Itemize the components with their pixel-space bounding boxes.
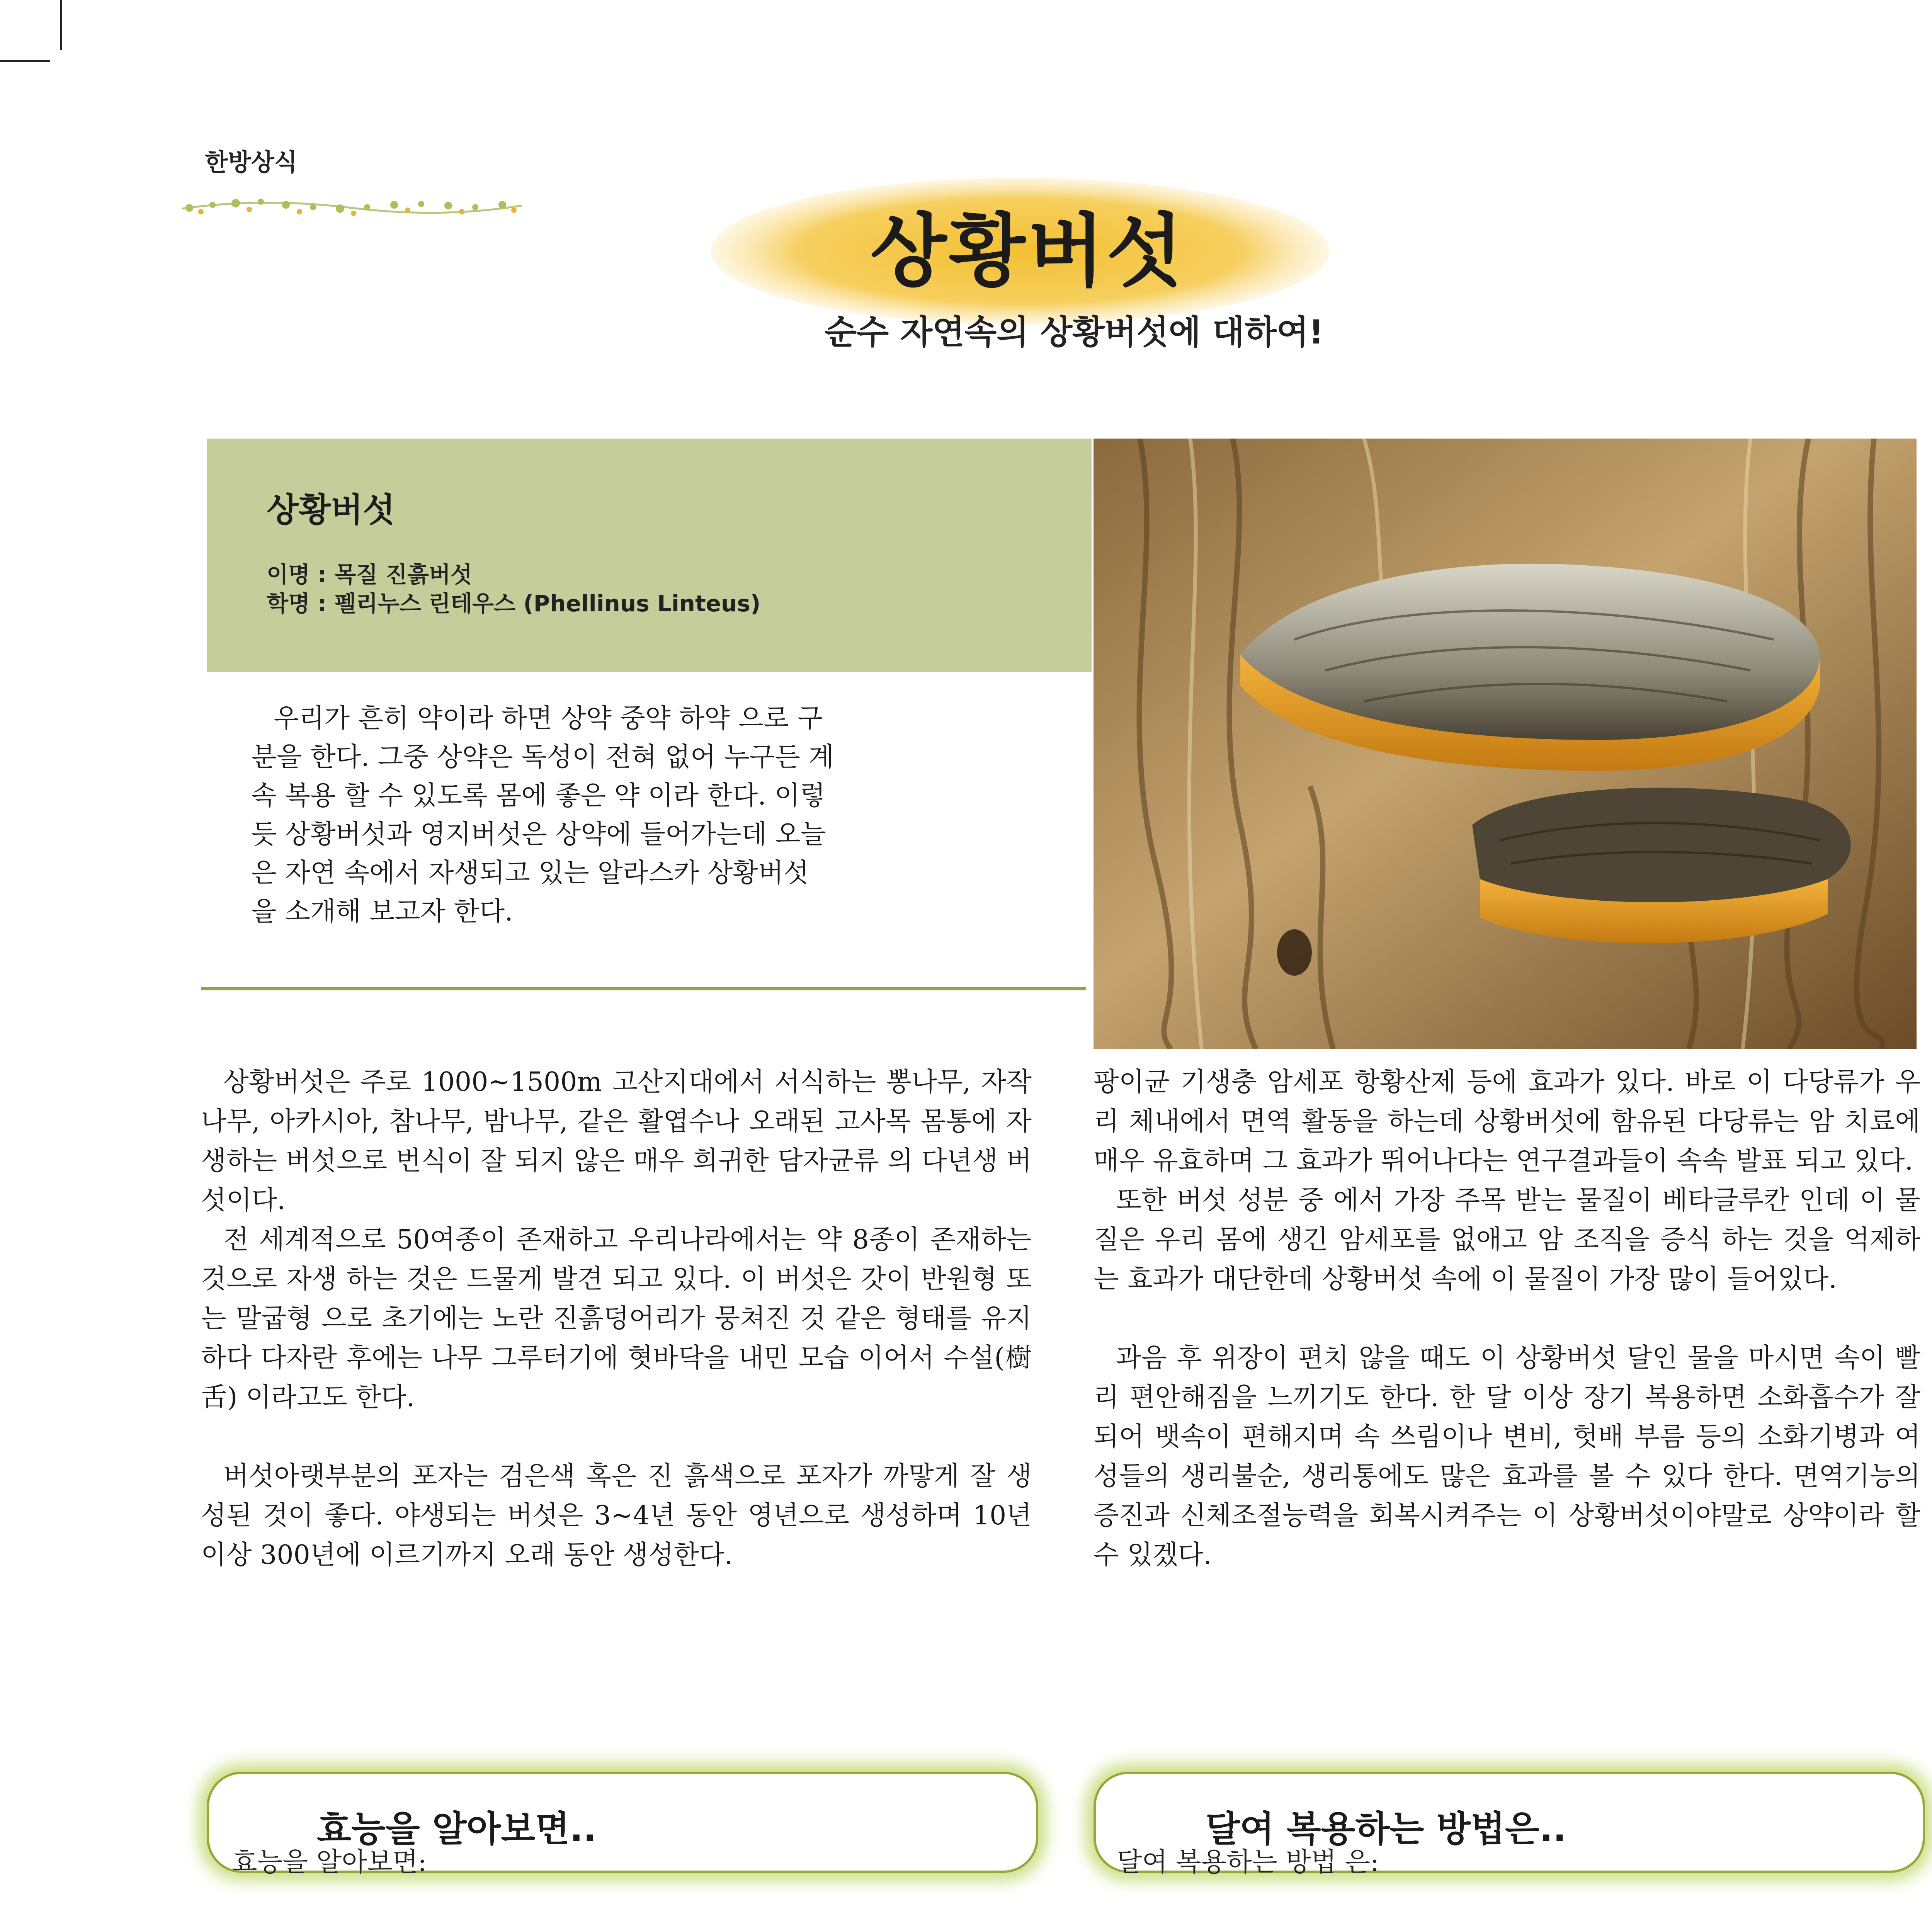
mushroom-photo bbox=[1094, 439, 1917, 1049]
page-subtitle: 순수 자연속의 상황버섯에 대하여! bbox=[824, 313, 1324, 352]
method-subheading: 달여 복용하는 방법 은: bbox=[1117, 1847, 1379, 1878]
intro-line: 을 소개해 보고자 한다. bbox=[251, 896, 513, 927]
paragraph: 과음 후 위장이 편치 않을 때도 이 상황버섯 달인 물을 마시면 속이 빨리 편안해짐을 느끼기도 한다. 한 달 이상 장기 복용하면 소화흡수가 잘되어 뱃속이 편해지며 속 쓰림이나 변비, 헛배 부름 등의 소화기병과 여성들의 생리불순, 생리통에도 많은 효과를 볼 수 있다 한다. 면역기능의 증진과 신체조절능력을 회복시켜주는 이 상황버섯이야말로 상약이라 할 수 있겠다. bbox=[1094, 1343, 1920, 1570]
method-heading: 달여 복용하는 방법은.. bbox=[1206, 1808, 1566, 1850]
paragraph: 팡이균 기생충 암세포 항황산제 등에 효과가 있다. 바로 이 다당류가 우리 체내에서 면역 활동을 하는데 상황버섯에 함유된 다당류는 암 치료에 매우 유효하며 그 효과가 뛰어나다는 연구결과들이 속속 발표 되고 있다. bbox=[1094, 1067, 1920, 1176]
scientific-name-line: 학명 : 펠리누스 린테우스 (Phellinus Linteus) bbox=[267, 590, 761, 617]
decorative-dots bbox=[178, 193, 526, 224]
paragraph: 또한 버섯 성분 중 에서 가장 주목 받는 물질이 베타글루칸 인데 이 물질은 우리 몸에 생긴 암세포를 없애고 암 조직을 증식 하는 것을 억제하는 효과가 대단한데 상황버섯 속에 이 물질이 가장 많이 들어있다. bbox=[1094, 1185, 1920, 1294]
alias-line: 이명 : 목질 진흙버섯 bbox=[267, 561, 472, 588]
paragraph: 전 세계적으로 50여종이 존재하고 우리나라에서는 약 8종이 존재하는 것으로 자생 하는 것은 드물게 발견 되고 있다. 이 버섯은 갓이 반원형 또는 말굽형 으로 초기에는 노란 진흙덩어리가 뭉쳐진 것 같은 형태를 유지하다 다자란 후에는 나무 그루터기에 혓바닥을 내민 모습 이어서 수설(樹舌) 이라고도 한다. bbox=[201, 1225, 1032, 1413]
paragraph: 버섯아랫부분의 포자는 검은색 혹은 진 흙색으로 포자가 까맣게 잘 생성된 것이 좋다. 야생되는 버섯은 3~4년 동안 영년으로 생성하며 10년 이상 300년에 이르기까지 오래 동안 생성한다. bbox=[201, 1461, 1032, 1570]
info-box bbox=[207, 439, 1092, 672]
page-title: 상황버섯 bbox=[870, 206, 1186, 298]
left-column-body bbox=[201, 1063, 1032, 1575]
section-label: 한방상식 bbox=[205, 148, 298, 176]
intro-line: 듯 상황버섯과 영지버섯은 상약에 들어가는데 오늘 bbox=[251, 819, 826, 850]
intro-line: 분을 한다. 그중 상약은 독성이 전혀 없어 누구든 계 bbox=[251, 742, 834, 772]
intro-line: 속 복용 할 수 있도록 몸에 좋은 약 이라 한다. 이렇 bbox=[251, 781, 825, 811]
info-box-title: 상황버섯 bbox=[267, 491, 395, 529]
effects-heading: 효능을 알아보면.. bbox=[317, 1808, 597, 1850]
right-column-body bbox=[1094, 1063, 1920, 1575]
intro-text bbox=[251, 699, 985, 931]
crop-mark bbox=[0, 60, 50, 62]
divider-rule bbox=[201, 987, 1086, 990]
paragraph: 상황버섯은 주로 1000~1500m 고산지대에서 서식하는 뽕나무, 자작나무, 아카시아, 참나무, 밤나무, 같은 활엽수나 오래된 고사목 몸통에 자생하는 버섯으로 번식이 잘 되지 않은 매우 희귀한 담자균류 의 다년생 버섯이다. bbox=[201, 1067, 1032, 1216]
crop-mark bbox=[60, 0, 62, 50]
intro-line: 우리가 흔히 약이라 하면 상약 중약 하약 으로 구 bbox=[274, 703, 823, 734]
intro-line: 은 자연 속에서 자생되고 있는 알라스카 상황버섯 bbox=[251, 858, 809, 888]
effects-subheading: 효능을 알아보면: bbox=[232, 1847, 427, 1878]
